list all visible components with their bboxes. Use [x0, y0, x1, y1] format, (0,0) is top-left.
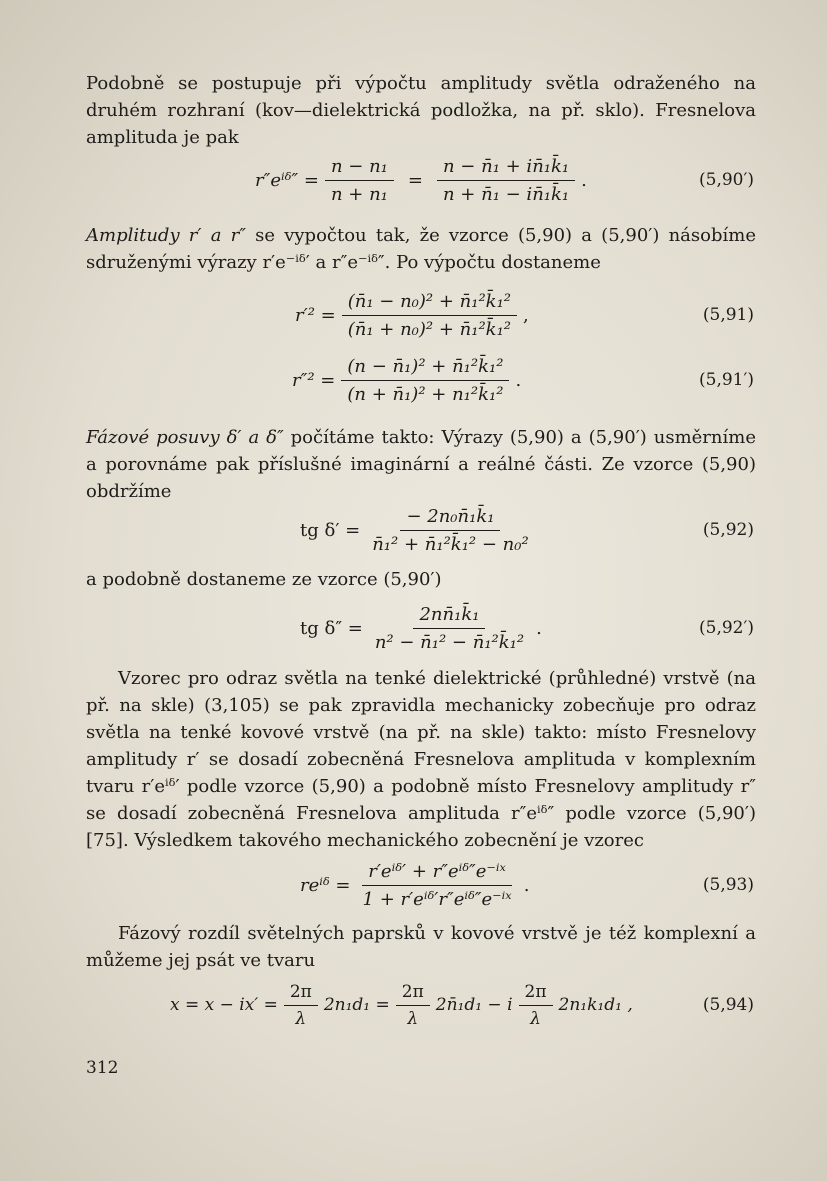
- eq-fraction: [357, 861, 518, 910]
- eq-lhs: x = x − ix′ =: [170, 995, 278, 1015]
- eq-fraction: [519, 982, 553, 1029]
- eq-denominator: λ: [530, 1008, 541, 1029]
- paragraph-intro: Podobně se postupuje při výpočtu amplitudy světla odraženého na druhém rozhraní (kov—dielektrická podložka, na př. sklo). Fresnelova amplituda je pak: [86, 73, 756, 148]
- eq-fraction: [341, 356, 509, 405]
- equation-number: (5,94): [702, 995, 754, 1015]
- eq-numerator: 2π: [396, 982, 430, 1006]
- eq-numerator: n − n̄₁ + in̄₁k̄₁: [437, 156, 575, 181]
- eq-lhs: tg δ″ =: [300, 617, 363, 639]
- eq-term: 2n̄₁d₁ − i: [435, 995, 513, 1015]
- equation-5-92-prime: [80, 598, 760, 658]
- eq-tail: .: [536, 617, 542, 639]
- eq-numerator: − 2n₀n̄₁k̄₁: [400, 506, 500, 531]
- eq-numerator: 2π: [519, 982, 553, 1006]
- paragraph-text: počítáme takto: Výrazy (5,90) a (5,90′) usměrníme a porovnáme pak příslušné imaginární a reálné části. Ze vzorce (5,90) obdržíme: [86, 427, 756, 502]
- eq-numerator: 2π: [284, 982, 318, 1006]
- equation-5-94: [80, 975, 760, 1035]
- eq-tail: .: [515, 369, 522, 391]
- eq-fraction: [396, 982, 430, 1029]
- page-number: 312: [86, 1058, 119, 1078]
- eq-lhs: r′² =: [295, 304, 336, 326]
- equation-number: (5,92′): [699, 618, 754, 638]
- eq-term: 2n₁d₁ =: [323, 995, 390, 1015]
- eq-term: 2n₁k₁d₁ ,: [558, 995, 633, 1015]
- eq-fraction: [366, 506, 534, 555]
- eq-lhs: r″eⁱᵟ″ =: [255, 169, 319, 191]
- equation-number: (5,93): [702, 875, 754, 895]
- eq-fraction: [325, 156, 394, 205]
- italic-lead: Fázové posuvy δ′ a δ″: [86, 427, 284, 448]
- eq-fraction: [437, 156, 575, 205]
- eq-fraction: [342, 291, 517, 340]
- equation-number: (5,92): [702, 520, 754, 540]
- eq-denominator: λ: [295, 1008, 307, 1029]
- eq-denominator: n + n₁: [330, 183, 388, 205]
- paragraph-text: se vypočtou tak, že vzorce (5,90) a (5,90′) násobíme sdruženými výrazy r′e⁻ⁱᵟ′ a r″e⁻ⁱᵟ″. Po výpočtu dostaneme: [86, 225, 756, 273]
- eq-lhs: r″² =: [292, 369, 336, 391]
- eq-denominator: n + n̄₁ − in̄₁k̄₁: [442, 183, 570, 205]
- paragraph-phase-difference: Fázový rozdíl světelných paprsků v kovové vrstvě je též komplexní a můžeme jej psát ve tvaru: [86, 923, 756, 971]
- eq-numerator: 2nn̄₁k̄₁: [413, 604, 485, 629]
- equation-5-91-prime: [80, 350, 760, 410]
- eq-denominator: n² − n̄₁² − n̄₁²k̄₁²: [374, 631, 525, 653]
- italic-lead: Amplitudy r′ a r″: [86, 225, 246, 246]
- equation-number: (5,91′): [699, 370, 754, 390]
- eq-tail: .: [523, 874, 530, 896]
- equation-5-91: [80, 285, 760, 345]
- eq-lhs: tg δ′ =: [300, 519, 361, 541]
- equation-number: (5,90′): [699, 170, 754, 190]
- paragraph-phase-shifts: [86, 424, 756, 505]
- equation-5-93: [80, 855, 760, 915]
- eq-numerator: (n̄₁ − n₀)² + n̄₁²k̄₁²: [342, 291, 517, 316]
- eq-denominator: λ: [407, 1008, 419, 1029]
- eq-denominator: (n̄₁ + n₀)² + n̄₁²k̄₁²: [347, 318, 512, 340]
- equation-5-90-prime: r″eⁱᵟ″ = $\frac{\text{n − n₁}}{\text{n + n₁}}$ = $\frac{\text{n − n̄₁ + in̄₁k̄₁}}{\text{n + n̄₁ − in̄₁k̄₁}}$ . (5,90′): [80, 150, 760, 210]
- eq-fraction: [369, 604, 530, 653]
- eq-numerator: r′eⁱᵟ′ + r″eⁱᵟ″e⁻ⁱˣ: [362, 861, 512, 886]
- eq-denominator: 1 + r′eⁱᵟ′r″eⁱᵟ″e⁻ⁱˣ: [362, 888, 512, 910]
- equation-5-92: [80, 500, 760, 560]
- paragraph-similarly: a podobně dostaneme ze vzorce (5,90′): [86, 569, 442, 590]
- eq-numerator: (n − n̄₁)² + n̄₁²k̄₁²: [341, 356, 509, 381]
- eq-fraction: [284, 982, 318, 1029]
- eq-denominator: (n + n̄₁)² + n₁²k̄₁²: [347, 383, 504, 405]
- eq-denominator: n̄₁² + n̄₁²k̄₁² − n₀²: [372, 533, 529, 555]
- eq-numerator: n − n₁: [325, 156, 394, 181]
- paragraph-thin-layer: Vzorec pro odraz světla na tenké dielektrické (průhledné) vrstvě (na př. na skle) (3,105) se pak zpravidla mechanicky zobecňuje pro odraz světla na tenké kovové vrstvě (na př. na skle) takto: místo Fresnelovy amplitudy r′ se dosadí zobecněná Fresnelova amplituda v komplexním tvaru r′eⁱᵟ′ podle vzorce (5,90) a podobně místo Fresnelovy amplitudy r″ se dosadí zobecněná Fresnelova amplituda r″eⁱᵟ″ podle vzorce (5,90′) [75]. Výsledkem takového mechanického zobecnění je vzorec: [86, 668, 756, 851]
- eq-tail: .: [581, 169, 587, 191]
- eq-tail: ,: [523, 304, 529, 326]
- equation-number: (5,91): [702, 305, 754, 325]
- paragraph-amplitudes: [86, 222, 756, 276]
- eq-lhs: reⁱᵟ =: [300, 874, 351, 896]
